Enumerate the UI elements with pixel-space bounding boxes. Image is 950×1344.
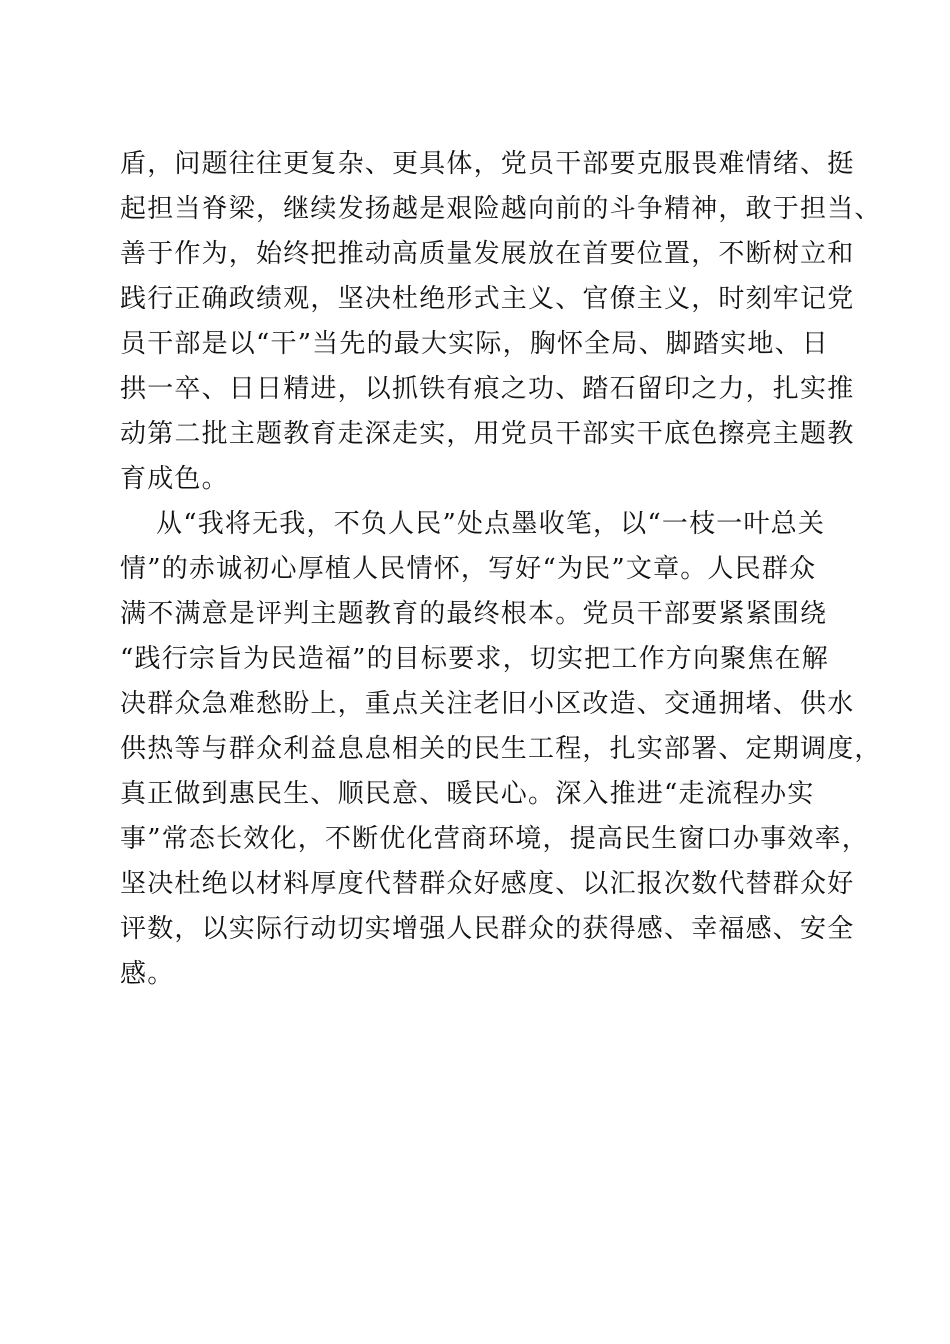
paragraph-1-line: 育成色。 <box>120 464 229 494</box>
paragraph-2-line: 从“我将无我，不负人民”处点墨收笔，以“一枝一叶总关 <box>156 509 826 539</box>
paragraph-2-line: 真正做到惠民生、顺民意、暖民心。深入推进“走流程办实 <box>120 779 815 809</box>
paragraph-1-line: 善于作为，始终把推动高质量发展放在首要位置，不断树立和 <box>120 239 855 269</box>
paragraph-2-line: 感。 <box>120 959 175 989</box>
paragraph-2-line: 供热等与群众利益息息相关的民生工程，扎实部署、定期调度， <box>120 734 882 764</box>
paragraph-1-line: 践行正确政绩观，坚决杜绝形式主义、官僚主义，时刻牢记党 <box>120 284 855 314</box>
paragraph-2-line: 情”的赤诚初心厚植人民情怀，写好“为民”文章。人民群众 <box>120 554 817 584</box>
paragraph-2-line: 事”常态长效化，不断优化营商环境，提高民生窗口办事效率， <box>120 824 869 854</box>
paragraph-2-line: 评数，以实际行动切实增强人民群众的获得感、幸福感、安全 <box>120 914 855 944</box>
paragraph-1-line: 动第二批主题教育走深走实，用党员干部实干底色擦亮主题教 <box>120 419 855 449</box>
paragraph-1-line: 拱一卒、日日精进，以抓铁有痕之功、踏石留印之力，扎实推 <box>120 374 855 404</box>
paragraph-2-line: 满不满意是评判主题教育的最终根本。党员干部要紧紧围绕 <box>120 599 828 629</box>
paragraph-1-line: 员干部是以“干”当先的最大实际，胸怀全局、脚踏实地、日 <box>120 329 829 359</box>
paragraph-2-line: “践行宗旨为民造福”的目标要求，切实把工作方向聚焦在解 <box>120 644 829 674</box>
paragraph-1-line: 盾，问题往往更复杂、更具体，党员干部要克服畏难情绪、挺 <box>120 149 855 179</box>
paragraph-2-line: 坚决杜绝以材料厚度代替群众好感度、以汇报次数代替群众好 <box>120 869 855 899</box>
paragraph-2-line: 决群众急难愁盼上，重点关注老旧小区改造、交通拥堵、供水 <box>120 689 855 719</box>
paragraph-1-line: 起担当脊梁，继续发扬越是艰险越向前的斗争精神，敢于担当、 <box>120 194 882 224</box>
